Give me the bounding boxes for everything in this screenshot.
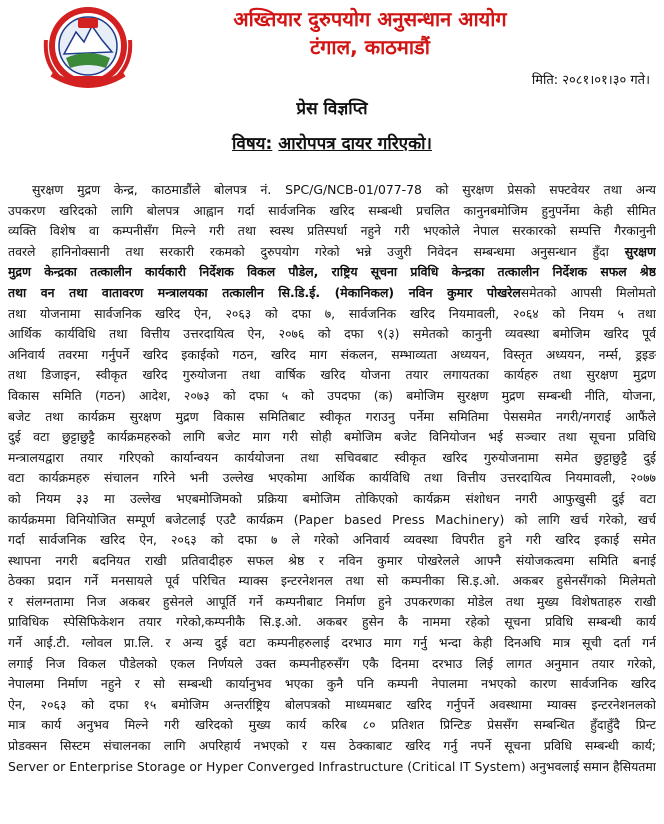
body-line: तथा योजनामा सार्वजनिक खरिद ऐन, २०६३ को दफा ७, सार्वजनिक खरिद नियमावली, २०६४ को नियम ५ तथा	[8, 305, 656, 321]
body-line: नेपालमा निर्माण नहुने र सो सम्बन्धी कार्यानुभव भएका कुनै पनि कम्पनी नेपालमा नभएको कारण सार्वजनिक खरिद	[8, 676, 656, 692]
subject-line	[0, 131, 664, 154]
body-line: र संलग्नतामा निज अकबर हुसेनले आपूर्ति गर्ने कम्पनीबाट निर्माण हुने उपकरणका मोडेल तथा मुख्य विशेषताहरु राखी	[8, 593, 656, 609]
press-body	[8, 180, 656, 777]
subject-text: आरोपपत्र दायर गरिएको।	[278, 134, 432, 154]
body-line: वटा कार्यक्रमहरु संचालन गरिने भनी उल्लेख भएकोमा आर्थिक कार्यविधि तथा वित्तीय उत्तरदायित्व नियमावली, २०७७	[8, 470, 656, 486]
bold-text: सुरक्षण	[624, 243, 656, 259]
nepal-government-emblem-icon	[42, 4, 134, 92]
body-line	[8, 262, 656, 283]
body-line: विकास समिति (गठन) आदेश, २०७३ को दफा ५ को उपदफा (क) बमोजिम सुरक्षण मुद्रण सम्बन्धी नीति, योजना,	[8, 387, 656, 403]
body-line: प्राविधिक स्पेसिफिकेशन तयार गरेको,कम्पनीकै सि.इ.ओ. अकबर हुसेन कै नाममा रहेको सूचना प्रविधि सम्बन्धी कार्य	[8, 614, 656, 630]
body-line: प्रोडक्सन सिस्टम संचालनका लागि अपरिहार्य नभएको र यस ठेक्काबाट खरिद गर्नु नपर्ने सूचना प्रविधि सम्बन्धी कार्य;	[8, 738, 656, 754]
body-line: ऐन, २०६३ को दफा १५ बमोजिम अन्तर्राष्ट्रिय बोलपत्रको माध्यमबाट खरिद गर्नुपर्ने अवस्थामा म्याक्स इन्टरनेशनलको	[8, 696, 656, 712]
page-title: प्रेस विज्ञप्ति	[296, 99, 368, 119]
body-line: व्यक्ति विशेष वा कम्पनीसँग मिल्ने गरी तथा स्वस्थ प्रतिस्पर्धा नहुने गरी भएकोले नेपाल सरकारको सम्पत्ति गैरकानुनी	[8, 223, 656, 239]
body-line: बजेट तथा कार्यक्रम सुरक्षण मुद्रण विकास समितिबाट स्वीकृत गराउनु पर्नेमा समितिमा पेससमेत नगरी/नगराई आफैंले	[8, 408, 656, 424]
body-line: अनिवार्य तवरमा गर्नुपर्ने खरिद इकाईको गठन, खरिद माग संकलन, सम्भाव्यता अध्ययन, विस्तृत अध्ययन, नर्म्स, ड्रइङ	[8, 346, 656, 362]
body-line: स्थापना नगरी बदनियत राखी प्रतिवादीहरु सफल श्रेष्ठ र नविन कुमार पोखरेलले आफ्नै संयोजकत्वमा समिति बनाई	[8, 552, 656, 568]
body-line: उपकरण खरिदको लागि बोलपत्र आह्वान गर्दा सार्वजनिक खरिद सम्बन्धी प्रचलित कानुनबमोजिम हुनुपर्नेमा केही सीमित	[8, 202, 656, 218]
bold-text: मुद्रण केन्द्रका तत्कालीन कार्यकारी निर्देशक विकल पौडेल, राष्ट्रिय सूचना प्रविधि केन्द्रका तत्कालीन निर्देशक सफल श्रेष्ठ	[8, 264, 656, 280]
body-line: आर्थिक कार्यविधि तथा वित्तीय उत्तरदायित्व ऐन, २०७६ को दफा ९(३) समेतको कानुनी व्यवस्था बमोजिम खरिद पूर्व	[8, 326, 656, 342]
body-line: Server or Enterprise Storage or Hyper Converged Infrastructure (Critical IT System) अनुभवलाई समान हैसियतमा	[8, 758, 656, 774]
body-line: तथा डिजाइन, स्वीकृत खरिद गुरुयोजना तथा वार्षिक खरिद योजना तयार लगायतका कार्यहरु तथा सुरक्षण मुद्रण	[8, 367, 656, 383]
body-line: गर्ने आई.टी. ग्लोवल प्रा.लि. र अन्य दुई वटा कम्पनीहरुलाई दरभाउ माग गर्नु भन्दा केही दिनअघि मात्र सूची दर्ता गर्न	[8, 635, 656, 651]
release-date: मिति: २०८१।०१।३० गते।	[531, 73, 650, 88]
body-line: कार्यक्रममा विनियोजित सम्पूर्ण बजेटलाई एउटै कार्यक्रम (Paper based Press Machinery) को लागि खर्च गरेको, खर्च	[8, 511, 656, 527]
body-line: गर्दा सार्वजनिक खरिद ऐन, २०६३ को दफा ७ ले गरेको अनिवार्य व्यवस्था विपरीत हुने गरी खरिद इकाई समेत	[8, 532, 656, 548]
organization-name: अख्तियार दुरुपयोग अनुसन्धान आयोग	[233, 7, 507, 31]
organization-location: टंगाल, काठमाडौं	[310, 35, 430, 59]
body-line: सुरक्षण मुद्रण केन्द्र, काठमाडौंले बोलपत्र नं. SPC/G/NCB-01/077-78 को सुरक्षण प्रेसको सफ्टवेयर तथा अन्य	[32, 182, 656, 197]
body-line: लगाई निज विकल पौडेलको एकल निर्णयले उक्त कम्पनीहरुसँग एकै दिनमा दरभाउ लिई लागत अनुमान तयार गरेको,	[8, 655, 656, 671]
body-line: दुई वटा छुट्टाछुट्टै कार्यक्रमहरुको लागि बजेट माग गरी सोही बमोजिम बजेट विनियोजन भई सञ्चार तथा सूचना प्रविधि	[8, 429, 656, 445]
subject-label: विषय:	[231, 134, 273, 154]
bold-text: तथा वन तथा वातावरण मन्त्रालयका तत्कालीन सि.डि.ई. (मेकानिकल) नविन कुमार पोखरेल	[8, 284, 521, 300]
body-line: को नियम ३३ मा उल्लेख भएबमोजिमको प्रक्रिया बमोजिम तोकिएको कार्यक्रम संशोधन नगरी आफुखुसी दुई वटा	[8, 490, 656, 506]
body-line: तवरले हानिनोक्सानी तथा सरकारी रकमको दुरुपयोग गरेको भन्ने उजुरी निवेदन सम्बन्धमा अनुसन्धान हुँदा सुरक्षण	[8, 243, 656, 259]
body-line: मन्त्रालयद्वारा तयार गरिएको कार्यान्वयन कार्ययोजना तथा सचिवबाट स्वीकृत खरिद गुरुयोजनामा समेत छुट्टाछुट्टै दुई	[8, 449, 656, 465]
body-line: तथा वन तथा वातावरण मन्त्रालयका तत्कालीन सि.डि.ई. (मेकानिकल) नविन कुमार पोखरेलसमेतको आपसी मिलोमतो	[8, 284, 656, 300]
body-line: ठेक्का प्रदान गर्ने मनसायले पूर्व परिचित म्याक्स इन्टरनेशनल तथा सो कम्पनीका सि.इ.ओ. अकबर हुसेनसँगको मिलेमतो	[8, 573, 656, 589]
body-line: मात्र कार्य अनुभव मिल्ने गरी खरिदको मुख्य कार्य करिब ८० प्रतिशत प्रिन्टिङ प्रेससँग सम्बन्धित हुँदाहुँदै प्रिन्ट	[8, 717, 656, 733]
